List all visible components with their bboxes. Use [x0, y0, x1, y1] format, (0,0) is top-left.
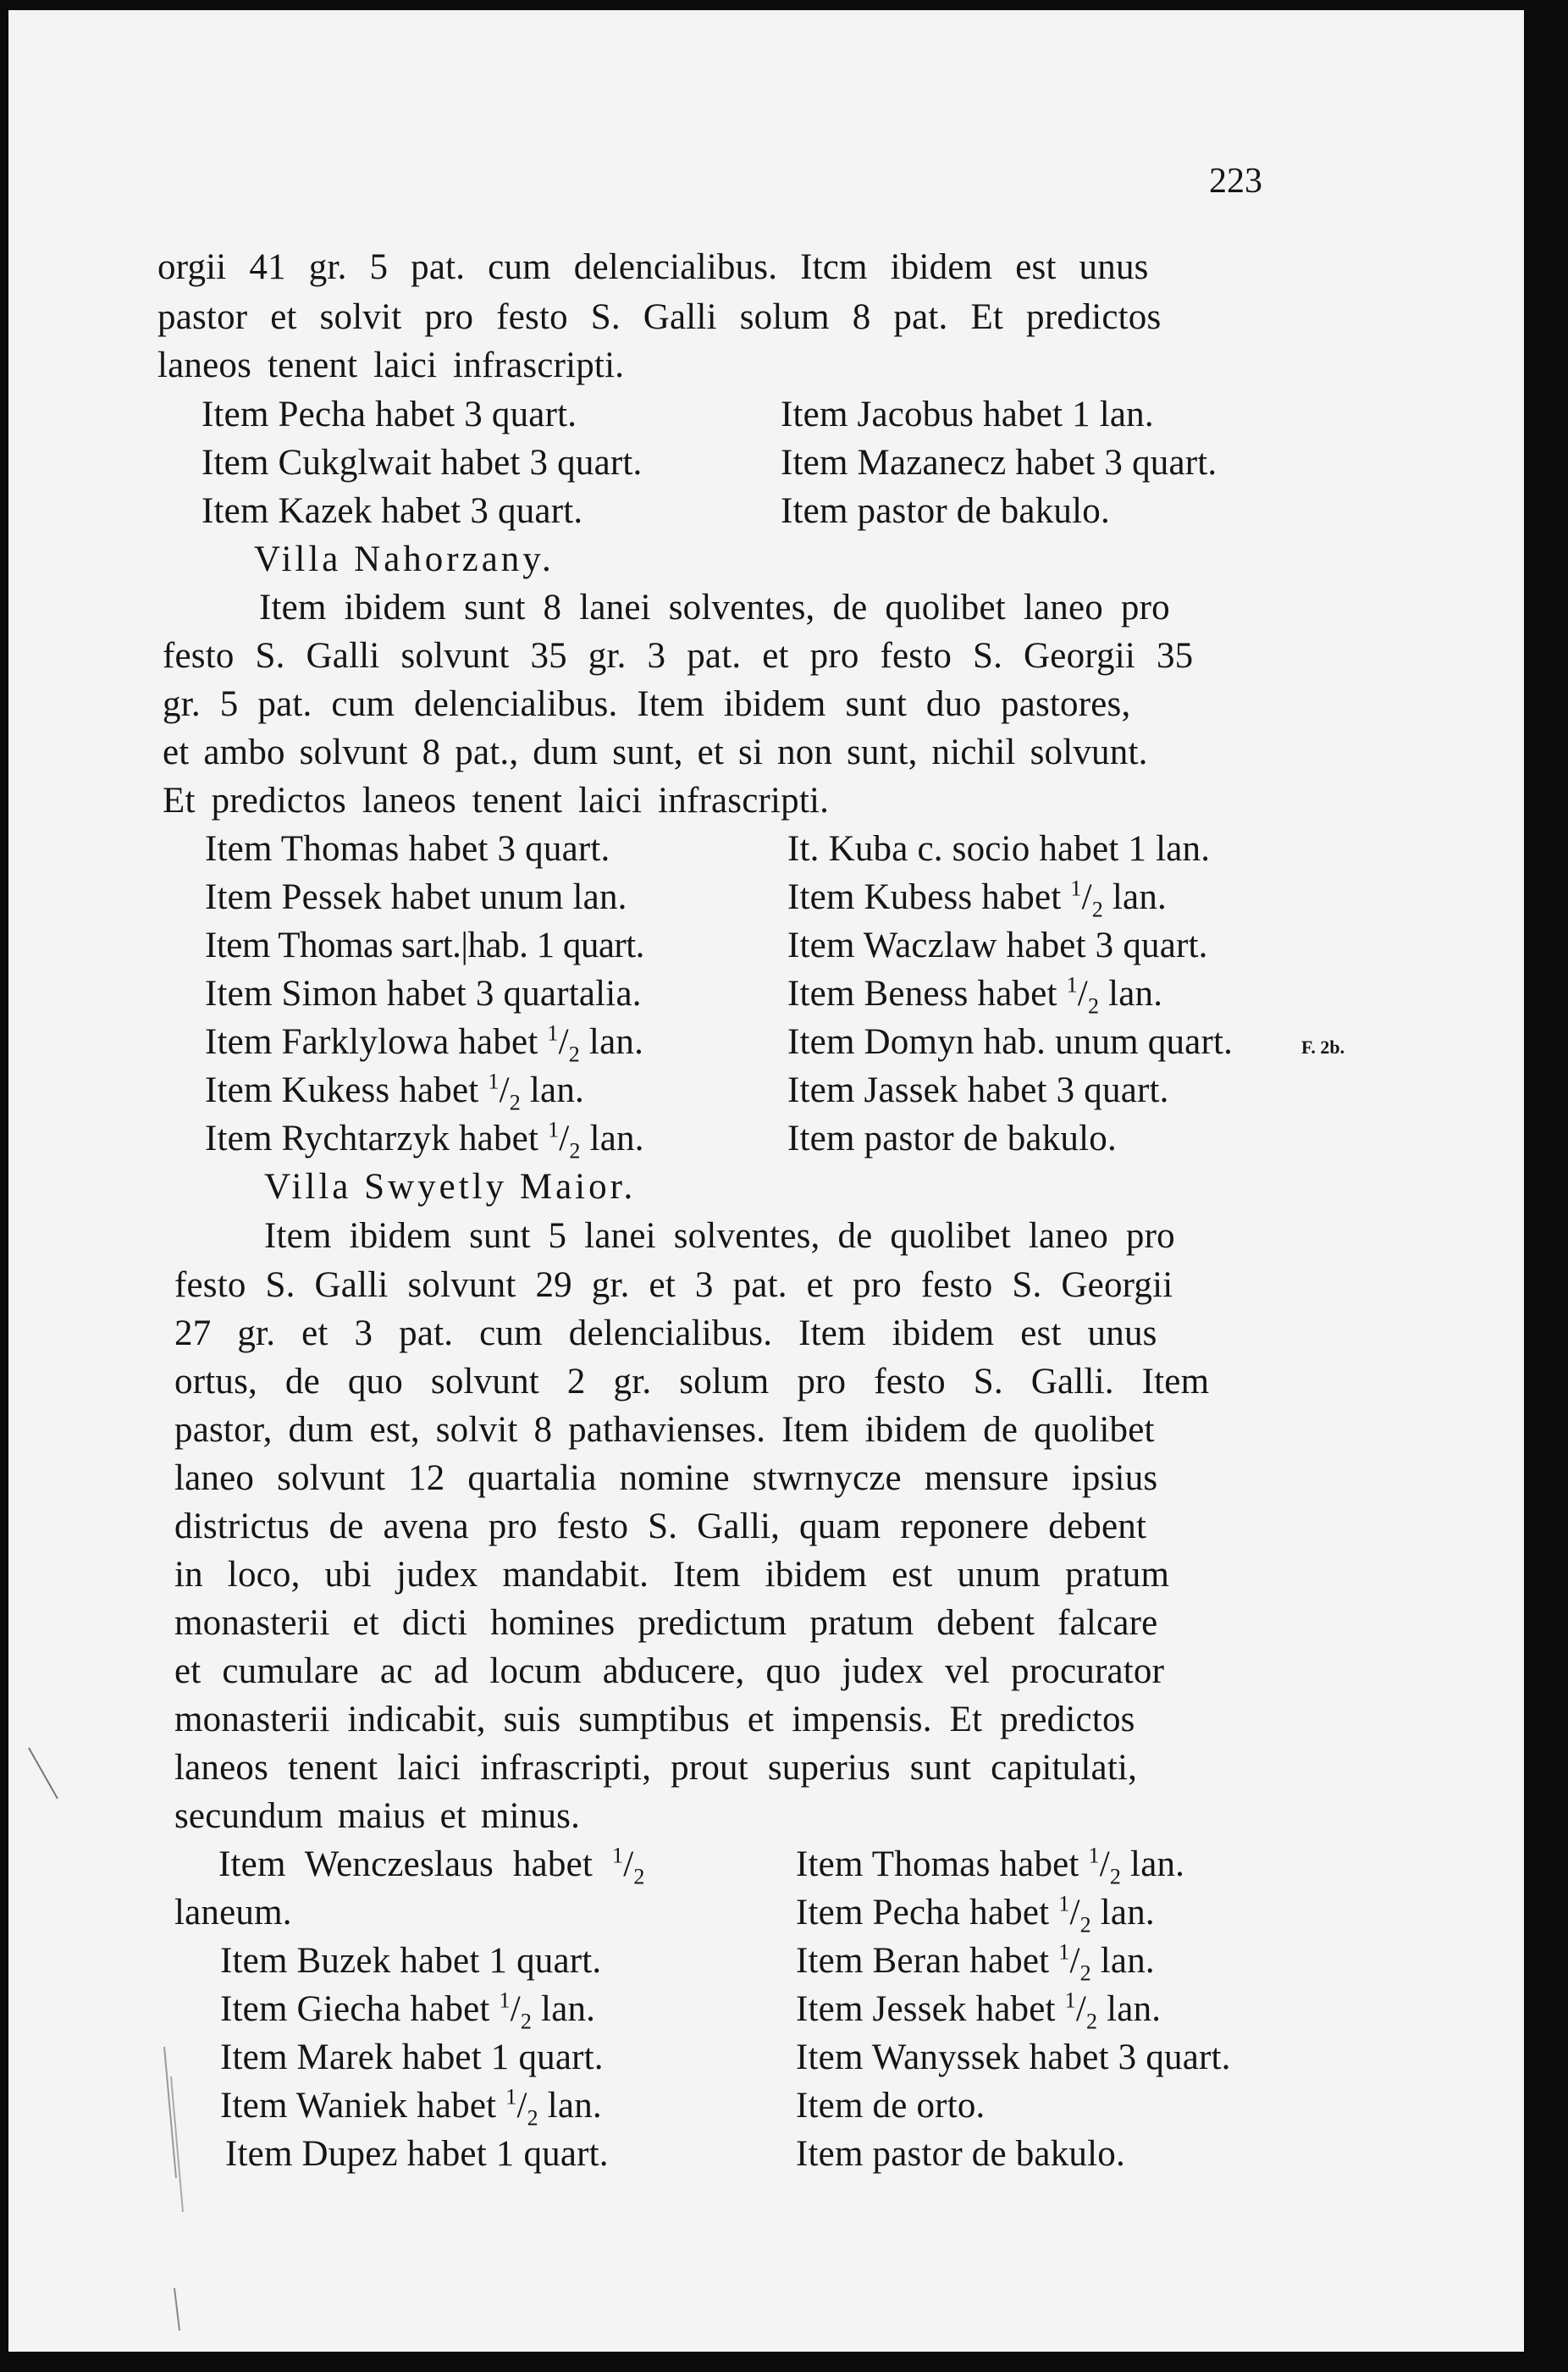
list-item: Item Rychtarzyk habet $^1/_2$ lan.	[205, 1117, 644, 1164]
list-item: Item Wenczeslaus habet $^1/_2$	[218, 1843, 645, 1889]
list-item: Item Buzek habet 1 quart.	[220, 1941, 602, 1981]
list-item: Item Marek habet 1 quart.	[220, 2037, 604, 2077]
page-number: 223	[1209, 162, 1262, 201]
text-line: secundum maius et minus.	[174, 1796, 581, 1836]
list-item: Item Simon habet 3 quartalia.	[205, 974, 642, 1014]
list-item: Item Dupez habet 1 quart.	[225, 2134, 609, 2174]
text-line: Item ibidem sunt 8 lanei solventes, de quolibet laneo pro	[259, 588, 1170, 628]
section-heading: Villa Swyetly Maior.	[264, 1167, 637, 1207]
list-item: Item Kukess habet $^1/_2$ lan.	[205, 1069, 584, 1115]
list-item: Item Domyn hab. unum quart.	[787, 1022, 1234, 1062]
text-line: orgii 41 gr. 5 pat. cum delencialibus. Itcm ibidem est unus	[157, 247, 1149, 287]
scan-marks	[8, 10, 1524, 2352]
list-item: Item Thomas habet $^1/_2$ lan.	[796, 1843, 1185, 1889]
list-item: Item Pecha habet $^1/_2$ lan.	[796, 1891, 1155, 1938]
list-item: Item Beran habet $^1/_2$ lan.	[796, 1939, 1155, 1986]
list-item: Item Jassek habet 3 quart.	[787, 1070, 1169, 1110]
list-item: Item Jacobus habet 1 lan.	[781, 395, 1154, 434]
list-item: Item pastor de bakulo.	[787, 1119, 1117, 1158]
text-line: laneos tenent laici infrascripti.	[157, 346, 625, 385]
document-page	[8, 10, 1524, 2352]
text-line: in loco, ubi judex mandabit. Item ibidem est unum pratum	[174, 1555, 1170, 1595]
text-line: festo S. Galli solvunt 29 gr. et 3 pat. et pro festo S. Georgii	[174, 1265, 1173, 1305]
list-item: Item Kazek habet 3 quart.	[202, 491, 583, 531]
marginal-note: F. 2b.	[1301, 1037, 1345, 1058]
list-item: Item pastor de bakulo.	[796, 2134, 1125, 2174]
text-line: monasterii et dicti homines predictum pratum debent falcare	[174, 1603, 1158, 1643]
text-line: ortus, de quo solvunt 2 gr. solum pro festo S. Galli. Item	[174, 1362, 1210, 1402]
list-item: Item Thomas sart.|hab. 1 quart.	[205, 926, 644, 965]
list-item: Item Pecha habet 3 quart.	[202, 395, 577, 434]
list-item: Item Waniek habet $^1/_2$ lan.	[220, 2084, 602, 2131]
list-item: Item Farklylowa habet $^1/_2$ lan.	[205, 1020, 644, 1067]
text-line: Item ibidem sunt 5 lanei solventes, de quolibet laneo pro	[264, 1216, 1175, 1256]
list-item: Item Mazanecz habet 3 quart.	[781, 443, 1217, 483]
list-item: Item Beness habet $^1/_2$ lan.	[787, 972, 1163, 1019]
list-item: Item Thomas habet 3 quart.	[205, 829, 610, 869]
list-item: Item de orto.	[796, 2086, 986, 2126]
text-line: laneos tenent laici infrascripti, prout superius sunt capitulati,	[174, 1748, 1138, 1788]
list-item: Item pastor de bakulo.	[781, 491, 1110, 531]
list-item: Item Waczlaw habet 3 quart.	[787, 926, 1208, 965]
list-item: It. Kuba c. socio habet 1 lan.	[787, 829, 1211, 869]
text-line: districtus de avena pro festo S. Galli, quam reponere debent	[174, 1507, 1147, 1546]
list-item: laneum.	[174, 1893, 292, 1932]
text-line: 27 gr. et 3 pat. cum delencialibus. Item ibidem est unus	[174, 1313, 1157, 1353]
text-line: festo S. Galli solvunt 35 gr. 3 pat. et pro festo S. Georgii 35	[163, 636, 1194, 676]
text-line: et ambo solvunt 8 pat., dum sunt, et si non sunt, nichil solvunt.	[163, 733, 1148, 772]
list-item: Item Kubess habet $^1/_2$ lan.	[787, 876, 1167, 922]
list-item: Item Pessek habet unum lan.	[205, 877, 627, 917]
text-line: et cumulare ac ad locum abducere, quo judex vel procurator	[174, 1651, 1165, 1691]
text-line: monasterii indicabit, suis sumptibus et impensis. Et predictos	[174, 1700, 1135, 1739]
list-item: Item Giecha habet $^1/_2$ lan.	[220, 1988, 596, 2034]
list-item: Item Cukglwait habet 3 quart.	[202, 443, 643, 483]
text-line: pastor et solvit pro festo S. Galli solum 8 pat. Et predictos	[157, 297, 1162, 337]
text-line: Et predictos laneos tenent laici infrascripti.	[163, 781, 830, 821]
section-heading: Villa Nahorzany.	[254, 539, 555, 579]
list-item: Item Jessek habet $^1/_2$ lan.	[796, 1988, 1162, 2034]
text-line: pastor, dum est, solvit 8 pathavienses. Item ibidem de quolibet	[174, 1410, 1155, 1450]
text-line: laneo solvunt 12 quartalia nomine stwrnycze mensure ipsius	[174, 1458, 1158, 1498]
list-item: Item Wanyssek habet 3 quart.	[796, 2037, 1231, 2077]
text-line: gr. 5 pat. cum delencialibus. Item ibidem sunt duo pastores,	[163, 684, 1131, 724]
